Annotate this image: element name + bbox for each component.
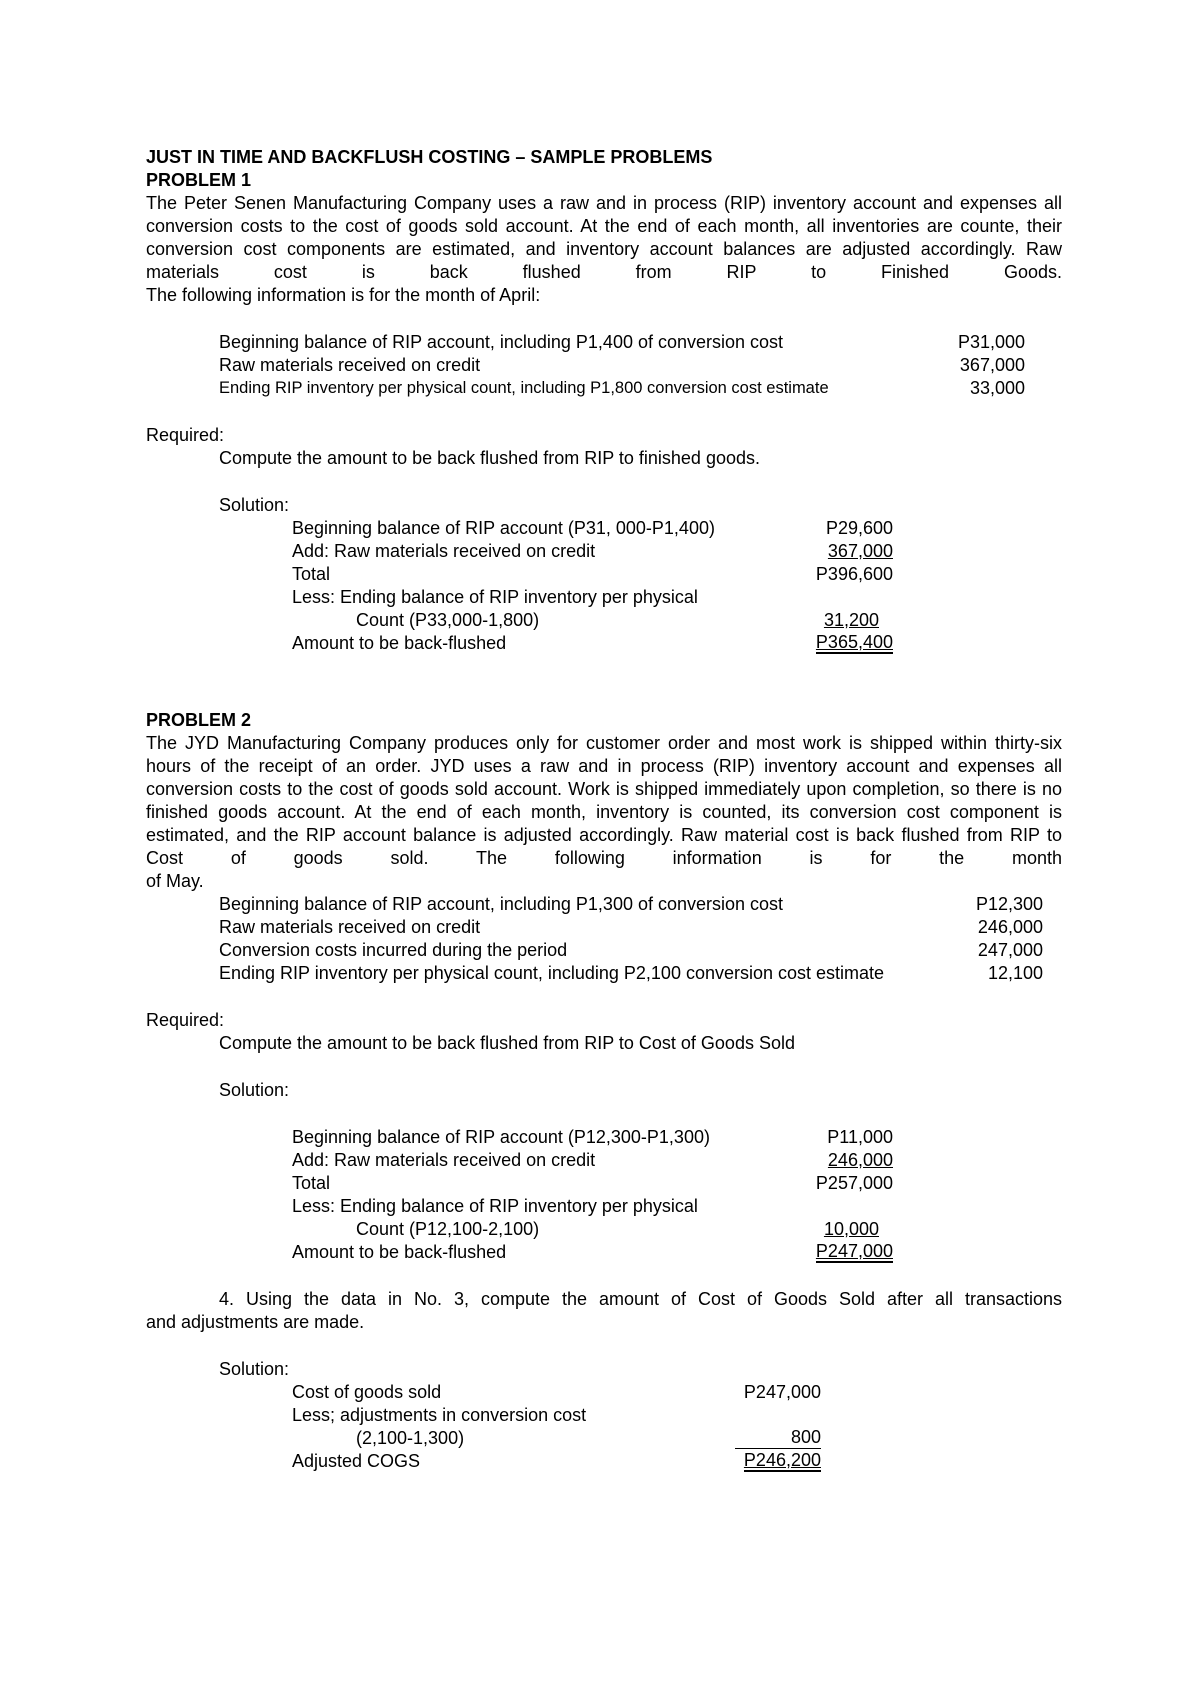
p2-sol-label: Amount to be back-flushed: [292, 1242, 507, 1262]
p2-data-value: 246,000: [977, 917, 1043, 937]
q4-solution-label: Solution:: [219, 1359, 290, 1379]
p2-data-label: Beginning balance of RIP account, including P1,300 of conversion cost: [219, 894, 784, 914]
p1-data-label: Ending RIP inventory per physical count, including P1,800 conversion cost estimate: [219, 379, 829, 397]
q4-sol-value: 800: [735, 1427, 821, 1449]
p1-sol-label: Amount to be back-flushed: [292, 633, 507, 653]
p2-sol-value: P247,000: [815, 1241, 893, 1261]
p2-data-value: 247,000: [977, 940, 1043, 960]
p1-sol-value: 367,000: [827, 541, 893, 561]
p1-sol-value: P396,600: [815, 564, 893, 584]
p1-data-value: 33,000: [969, 378, 1025, 398]
q4-sol-label: (2,100-1,300): [356, 1428, 465, 1448]
p1-required-text: Compute the amount to be back flushed from RIP to finished goods.: [219, 448, 760, 468]
q4-sol-label: Adjusted COGS: [292, 1451, 421, 1471]
q4-text-last: and adjustments are made.: [146, 1312, 365, 1332]
p2-sol-value: P257,000: [815, 1173, 893, 1193]
p1-sol-value: 31,200: [823, 610, 879, 630]
p1-data-value: P31,000: [957, 332, 1025, 352]
p2-data-label: Conversion costs incurred during the period: [219, 940, 568, 960]
problem-2-paragraph-last: of May.: [146, 871, 204, 891]
p2-sol-label: Less: Ending balance of RIP inventory per physical: [292, 1196, 698, 1216]
p2-sol-label: Count (P12,100-2,100): [356, 1219, 540, 1239]
problem-1-paragraph: The Peter Senen Manufacturing Company uses a raw and in process (RIP) inventory account and expenses all conversion costs to the cost of goods sold account. At the end of each month, all inventories are counte, their conversion cost components are estimated, and inventory account balances are adjusted accordingly. Raw materials cost is back flushed from RIP to Finished Goods.: [146, 193, 1062, 282]
p1-sol-value: P29,600: [825, 518, 893, 538]
p1-solution-label: Solution:: [219, 495, 290, 515]
p2-data-label: Raw materials received on credit: [219, 917, 481, 937]
p2-sol-value: 246,000: [827, 1150, 893, 1170]
p1-data-label: Beginning balance of RIP account, including P1,400 of conversion cost: [219, 332, 784, 352]
p2-sol-label: Beginning balance of RIP account (P12,300-P1,300): [292, 1127, 710, 1147]
q4-text: 4. Using the data in No. 3, compute the amount of Cost of Goods Sold after all transactions: [219, 1289, 1062, 1309]
p1-data-label: Raw materials received on credit: [219, 355, 481, 375]
problem-1-heading: PROBLEM 1: [146, 170, 252, 190]
problem-2-paragraph: The JYD Manufacturing Company produces only for customer order and most work is shipped within thirty-six hours of the receipt of an order. JYD uses a raw and in process (RIP) inventory account and expenses all conversion costs to the cost of goods sold account. Work is shipped immediately upon completion, so there is no finished goods account. At the end of each month, inventory is counted, its conversion cost component is estimated, and the RIP account balance is adjusted accordingly. Raw material cost is back flushed from RIP to Cost of goods sold. The following information is for the month: [146, 733, 1062, 868]
p2-data-value: 12,100: [987, 963, 1043, 983]
p1-sol-value: P365,400: [815, 632, 893, 652]
q4-sol-label: Cost of goods sold: [292, 1382, 442, 1402]
p1-required-label: Required:: [146, 425, 225, 445]
q4-sol-label: Less; adjustments in conversion cost: [292, 1405, 587, 1425]
q4-sol-value: P247,000: [743, 1382, 821, 1402]
problem-2-heading: PROBLEM 2: [146, 710, 252, 730]
document-title: JUST IN TIME AND BACKFLUSH COSTING – SAMPLE PROBLEMS: [146, 147, 713, 167]
p2-data-value: P12,300: [975, 894, 1043, 914]
p2-required-text: Compute the amount to be back flushed from RIP to Cost of Goods Sold: [219, 1033, 795, 1053]
p2-sol-label: Total: [292, 1173, 331, 1193]
p2-sol-label: Add: Raw materials received on credit: [292, 1150, 596, 1170]
q4-sol-value: P246,200: [743, 1450, 821, 1470]
p1-sol-label: Count (P33,000-1,800): [356, 610, 540, 630]
p1-data-value: 367,000: [959, 355, 1025, 375]
p1-sol-label: Total: [292, 564, 331, 584]
problem-1-paragraph-last: The following information is for the month of April:: [146, 285, 541, 305]
p2-data-label: Ending RIP inventory per physical count, including P2,100 conversion cost estimate: [219, 963, 885, 983]
p2-required-label: Required:: [146, 1010, 225, 1030]
p1-sol-label: Beginning balance of RIP account (P31, 000-P1,400): [292, 518, 715, 538]
p1-sol-label: Less: Ending balance of RIP inventory per physical: [292, 587, 698, 607]
p1-sol-label: Add: Raw materials received on credit: [292, 541, 596, 561]
p2-solution-label: Solution:: [219, 1080, 290, 1100]
p2-sol-value: P11,000: [827, 1127, 893, 1147]
p2-sol-value: 10,000: [823, 1219, 879, 1239]
